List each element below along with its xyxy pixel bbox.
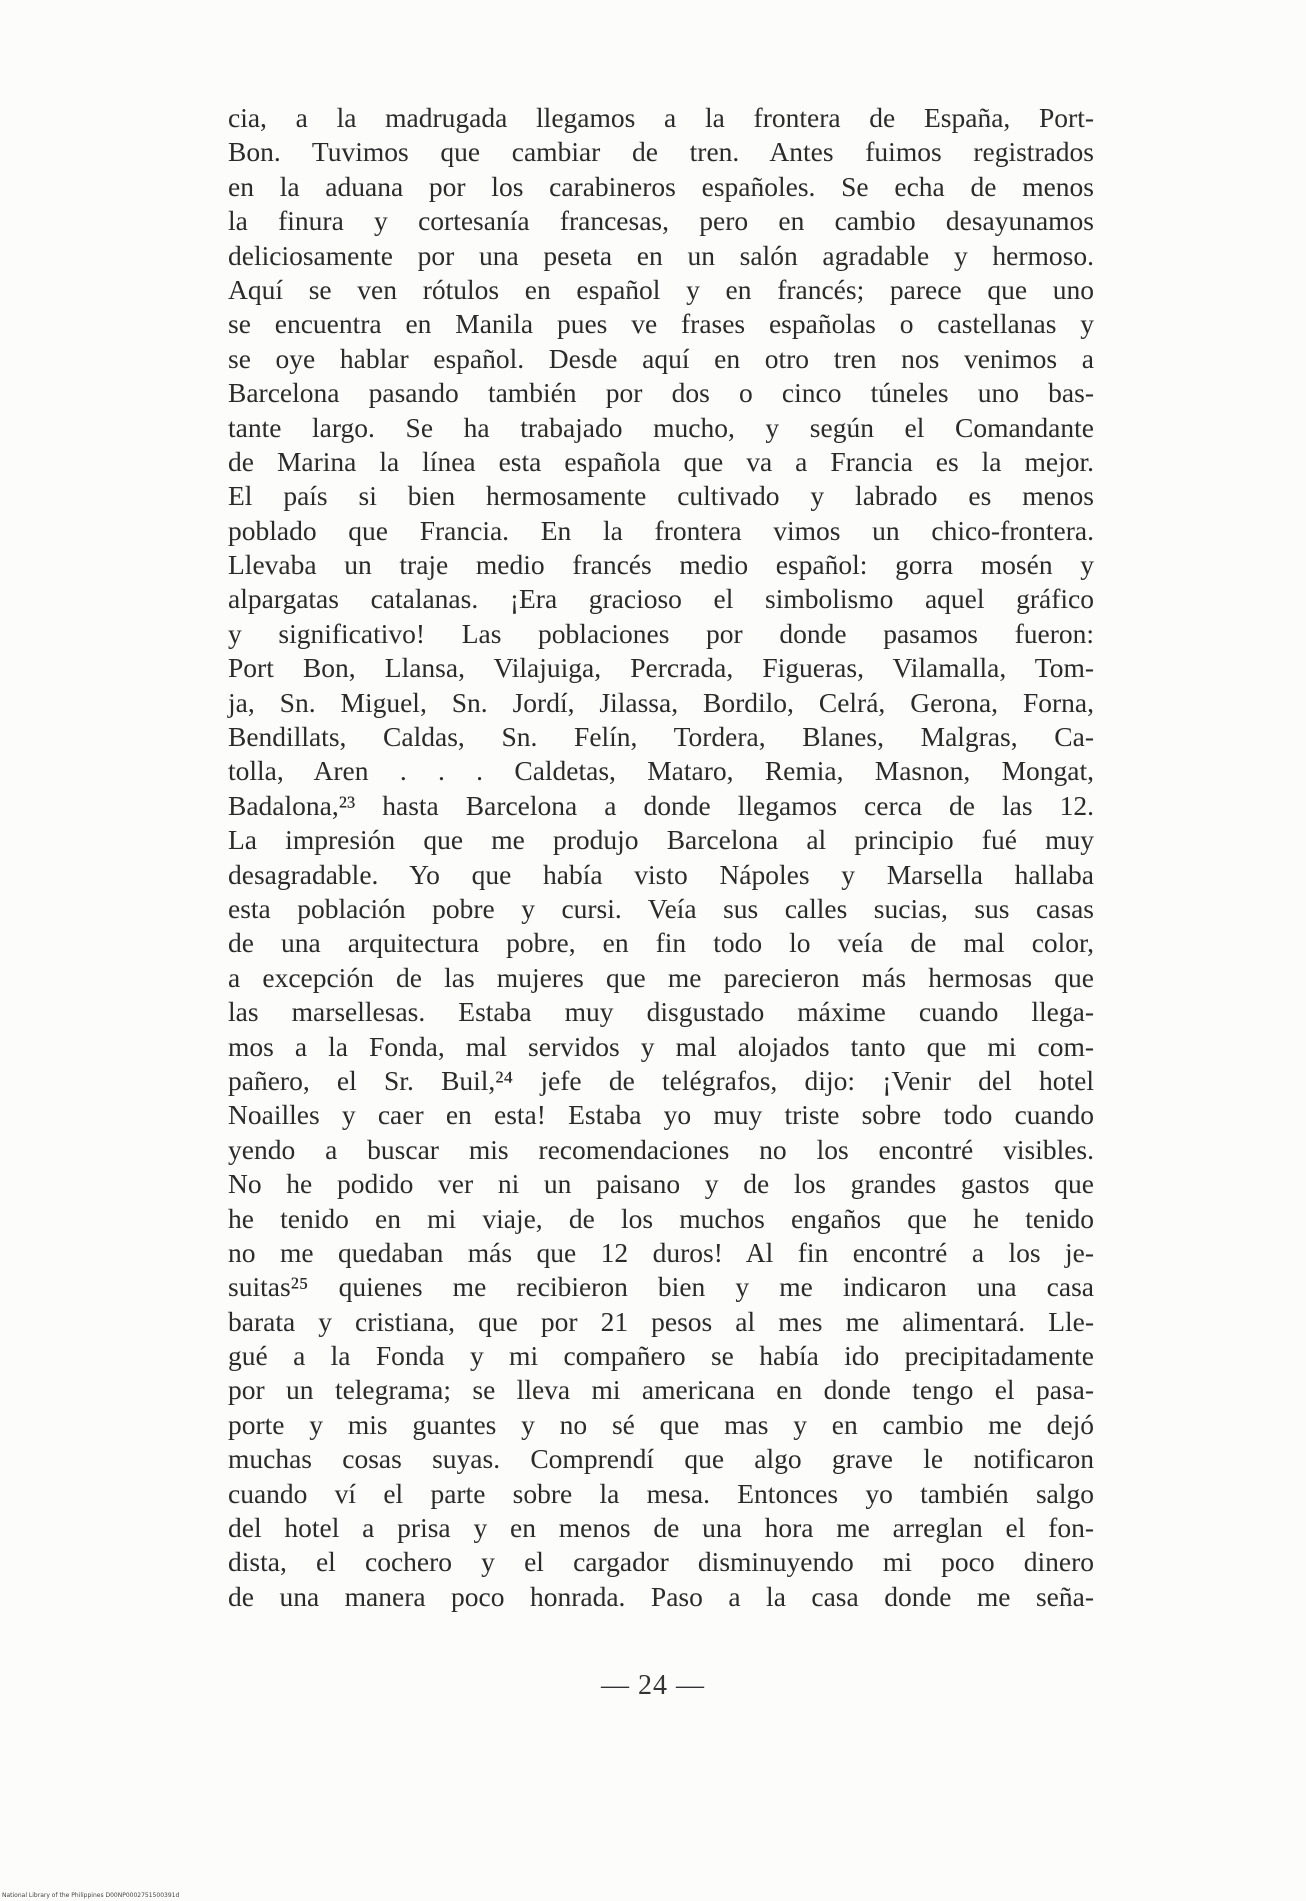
text-line: La impresión que me produjo Barcelona al principio fué muy [228,824,1094,856]
text-line: Barcelona pasando también por dos o cinco túneles uno bas- [228,377,1094,409]
text-line: pañero, el Sr. Buil,²⁴ jefe de telégrafos, dijo: ¡Venir del hotel [228,1064,1094,1096]
text-line: Bon. Tuvimos que cambiar de tren. Antes fuimos registrados [228,136,1094,168]
text-line: cuando ví el parte sobre la mesa. Entonces yo también salgo [228,1477,1094,1509]
text-line: no me quedaban más que 12 duros! Al fin encontré a los je- [228,1236,1094,1268]
text-line: de Marina la línea esta española que va a Francia es la mejor. [228,445,1094,477]
text-line: muchas cosas suyas. Comprendí que algo grave le notificaron [228,1443,1094,1475]
text-line: del hotel a prisa y en menos de una hora me arreglan el fon- [228,1512,1094,1544]
text-line: las marsellesas. Estaba muy disgustado máxime cuando llega- [228,996,1094,1028]
text-line: mos a la Fonda, mal servidos y mal alojados tanto que mi com- [228,1030,1094,1062]
text-line: dista, el cochero y el cargador disminuyendo mi poco dinero [228,1546,1094,1578]
text-line: Noailles y caer en esta! Estaba yo muy triste sobre todo cuando [228,1099,1094,1131]
text-line: Llevaba un traje medio francés medio español: gorra mosén y [228,549,1094,581]
text-line: se oye hablar español. Desde aquí en otro tren nos venimos a [228,342,1094,374]
text-line: barata y cristiana, que por 21 pesos al mes me alimentará. Lle- [228,1305,1094,1337]
text-line: cia, a la madrugada llegamos a la frontera de España, Port- [228,102,1094,133]
text-line: porte y mis guantes y no sé que mas y en cambio me dejó [228,1408,1094,1440]
text-line: alpargatas catalanas. ¡Era gracioso el simbolismo aquel gráfico [228,583,1094,615]
text-line: de una arquitectura pobre, en fin todo lo veía de mal color, [228,927,1094,959]
text-line: he tenido en mi viaje, de los muchos engaños que he tenido [228,1202,1094,1234]
text-line: ja, Sn. Miguel, Sn. Jordí, Jilassa, Bordilo, Celrá, Gerona, Forna, [228,686,1094,718]
text-line: Badalona,²³ hasta Barcelona a donde llegamos cerca de las 12. [228,789,1094,821]
text-line: esta población pobre y cursi. Veía sus calles sucias, sus casas [228,892,1094,924]
text-line: gué a la Fonda y mi compañero se había ido precipitadamente [228,1340,1094,1372]
text-line: a excepción de las mujeres que me parecieron más hermosas que [228,961,1094,993]
text-line: yendo a buscar mis recomendaciones no los encontré visibles. [228,1133,1094,1165]
text-line: desagradable. Yo que había visto Nápoles y Marsella hallaba [228,858,1094,890]
text-line: la finura y cortesanía francesas, pero en cambio desayunamos [228,205,1094,237]
text-line: en la aduana por los carabineros españoles. Se echa de menos [228,170,1094,202]
text-line: suitas²⁵ quienes me recibieron bien y me indicaron una casa [228,1271,1094,1303]
text-line: Port Bon, Llansa, Vilajuiga, Percrada, Figueras, Vilamalla, Tom- [228,652,1094,684]
text-line: No he podido ver ni un paisano y de los grandes gastos que [228,1168,1094,1200]
text-line: poblado que Francia. En la frontera vimos un chico-frontera. [228,514,1094,546]
page-number: — 24 — [601,1670,705,1701]
text-line: se encuentra en Manila pues ve frases españolas o castellanas y [228,308,1094,340]
text-line: El país si bien hermosamente cultivado y labrado es menos [228,480,1094,512]
text-line: y significativo! Las poblaciones por donde pasamos fueron: [228,617,1094,649]
body-text [228,101,1094,1614]
text-line: por un telegrama; se lleva mi americana en donde tengo el pasa- [228,1374,1094,1406]
text-line: de una manera poco honrada. Paso a la casa donde me seña- [228,1580,1094,1612]
text-line: tante largo. Se ha trabajado mucho, y según el Comandante [228,411,1094,443]
text-line: tolla, Aren . . . Caldetas, Mataro, Remia, Masnon, Mongat, [228,755,1094,787]
text-line: deliciosamente por una peseta en un salón agradable y hermoso. [228,239,1094,271]
text-line: Aquí se ven rótulos en español y en francés; parece que uno [228,273,1094,305]
text-line: Bendillats, Caldas, Sn. Felín, Tordera, Blanes, Malgras, Ca- [228,721,1094,753]
scan-credit: National Library of the Philippines D00NP0002751500391d [2,1892,180,1899]
